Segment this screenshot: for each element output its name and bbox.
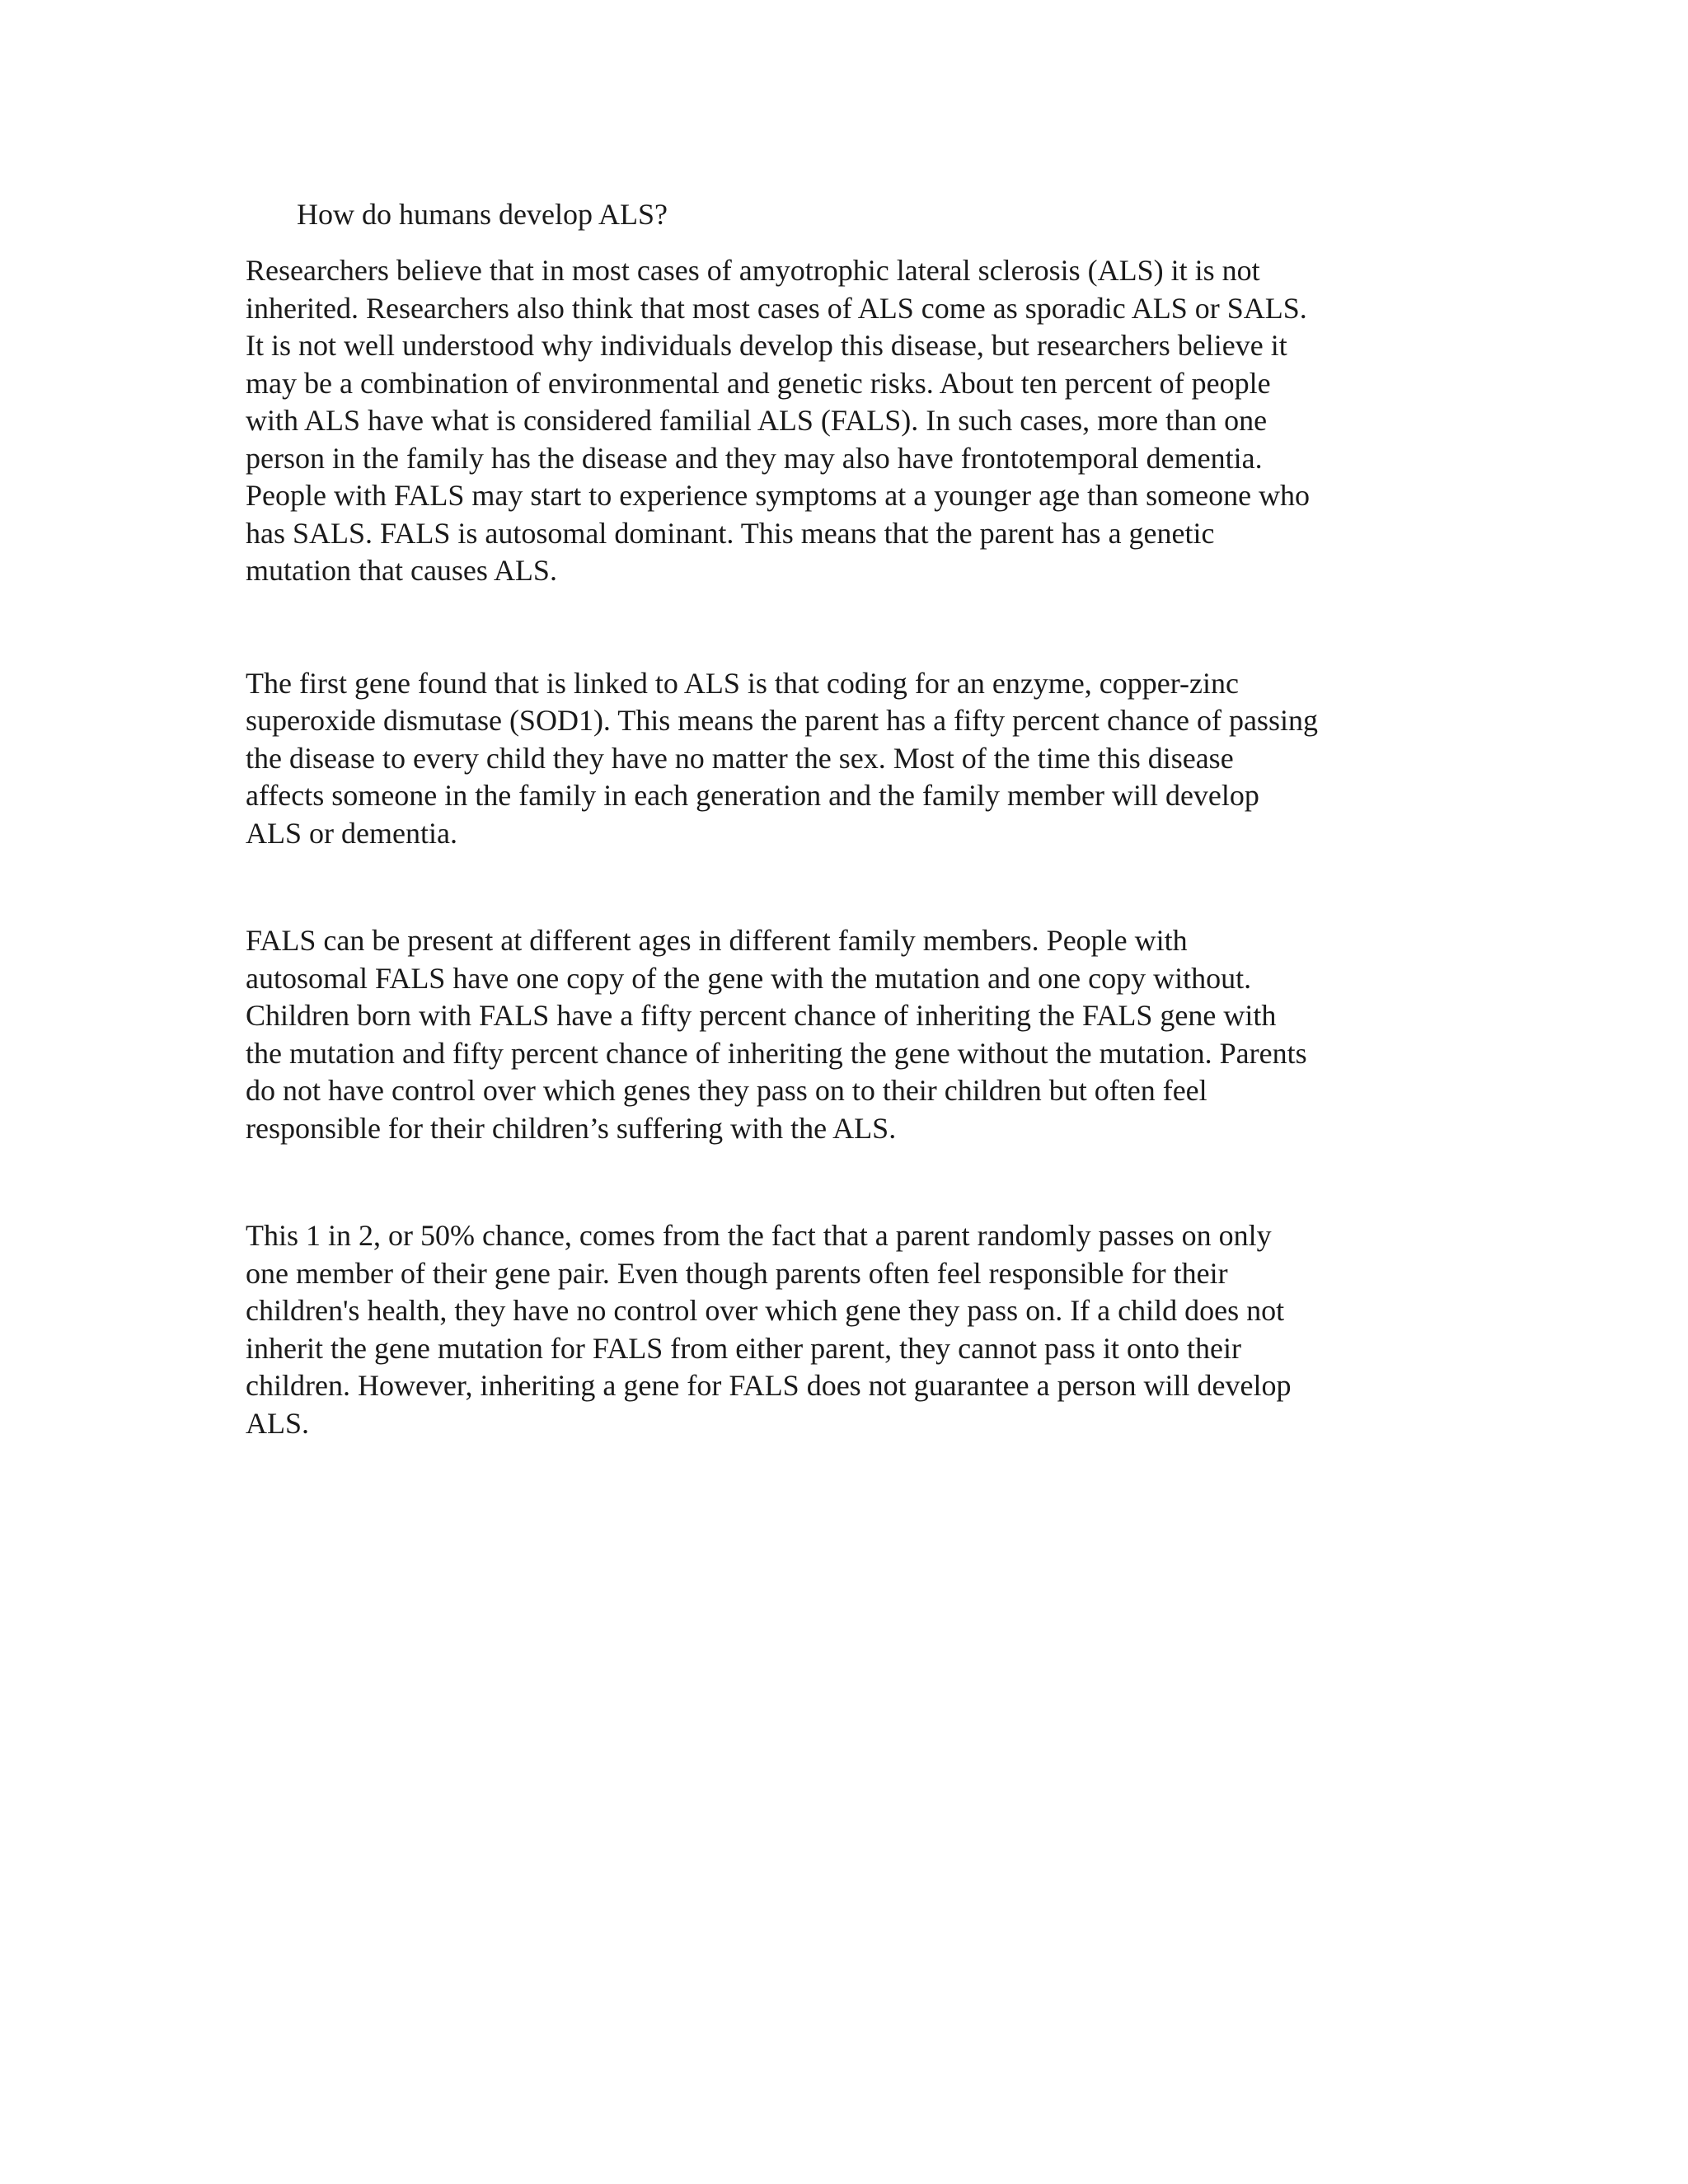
text-line: ALS. bbox=[246, 1406, 310, 1440]
text-line: inherited. Researchers also think that most cases of ALS come as sporadic ALS or SALS. bbox=[246, 291, 1307, 325]
paragraph-1 bbox=[246, 252, 1449, 590]
text-line: the disease to every child they have no matter the sex. Most of the time this disease bbox=[246, 741, 1234, 775]
paragraph-2 bbox=[246, 665, 1449, 853]
text-line: children's health, they have no control over which gene they pass on. If a child does not bbox=[246, 1294, 1285, 1327]
text-line: ALS or dementia. bbox=[246, 816, 457, 850]
text-line: inherit the gene mutation for FALS from either parent, they cannot pass it onto their bbox=[246, 1331, 1242, 1365]
text-line: The first gene found that is linked to ALS is that coding for an enzyme, copper-zinc bbox=[246, 666, 1239, 700]
paragraph-3 bbox=[246, 922, 1449, 1147]
text-line: autosomal FALS have one copy of the gene with the mutation and one copy without. bbox=[246, 961, 1252, 995]
text-line: person in the family has the disease and they may also have frontotemporal dementia. bbox=[246, 441, 1263, 475]
text-line: one member of their gene pair. Even though parents often feel responsible for their bbox=[246, 1256, 1228, 1290]
text-line: has SALS. FALS is autosomal dominant. This means that the parent has a genetic bbox=[246, 516, 1215, 550]
text-line: mutation that causes ALS. bbox=[246, 554, 557, 587]
text-line: Children born with FALS have a fifty percent chance of inheriting the FALS gene with bbox=[246, 999, 1277, 1032]
text-line: People with FALS may start to experience symptoms at a younger age than someone who bbox=[246, 479, 1311, 512]
text-line: responsible for their children’s suffering with the ALS. bbox=[246, 1111, 897, 1145]
text-line: children. However, inheriting a gene for FALS does not guarantee a person will develop bbox=[246, 1369, 1292, 1402]
text-line: It is not well understood why individuals develop this disease, but researchers believe it bbox=[246, 329, 1287, 362]
document-title: How do humans develop ALS? bbox=[297, 198, 668, 231]
text-line: with ALS have what is considered familial ALS (FALS). In such cases, more than one bbox=[246, 404, 1268, 437]
text-line: FALS can be present at different ages in different family members. People with bbox=[246, 924, 1188, 957]
paragraph-4 bbox=[246, 1217, 1449, 1442]
text-line: Researchers believe that in most cases of amyotrophic lateral sclerosis (ALS) it is not bbox=[246, 254, 1260, 287]
text-line: affects someone in the family in each generation and the family member will develop bbox=[246, 779, 1259, 812]
text-line: do not have control over which genes they pass on to their children but often feel bbox=[246, 1074, 1207, 1107]
text-line: may be a combination of environmental and genetic risks. About ten percent of people bbox=[246, 366, 1271, 400]
document-body bbox=[246, 191, 1449, 1442]
text-line: the mutation and fifty percent chance of inheriting the gene without the mutation. Parents bbox=[246, 1036, 1307, 1070]
text-line: This 1 in 2, or 50% chance, comes from the fact that a parent randomly passes on only bbox=[246, 1219, 1272, 1252]
text-line: superoxide dismutase (SOD1). This means the parent has a fifty percent chance of passing bbox=[246, 704, 1318, 737]
